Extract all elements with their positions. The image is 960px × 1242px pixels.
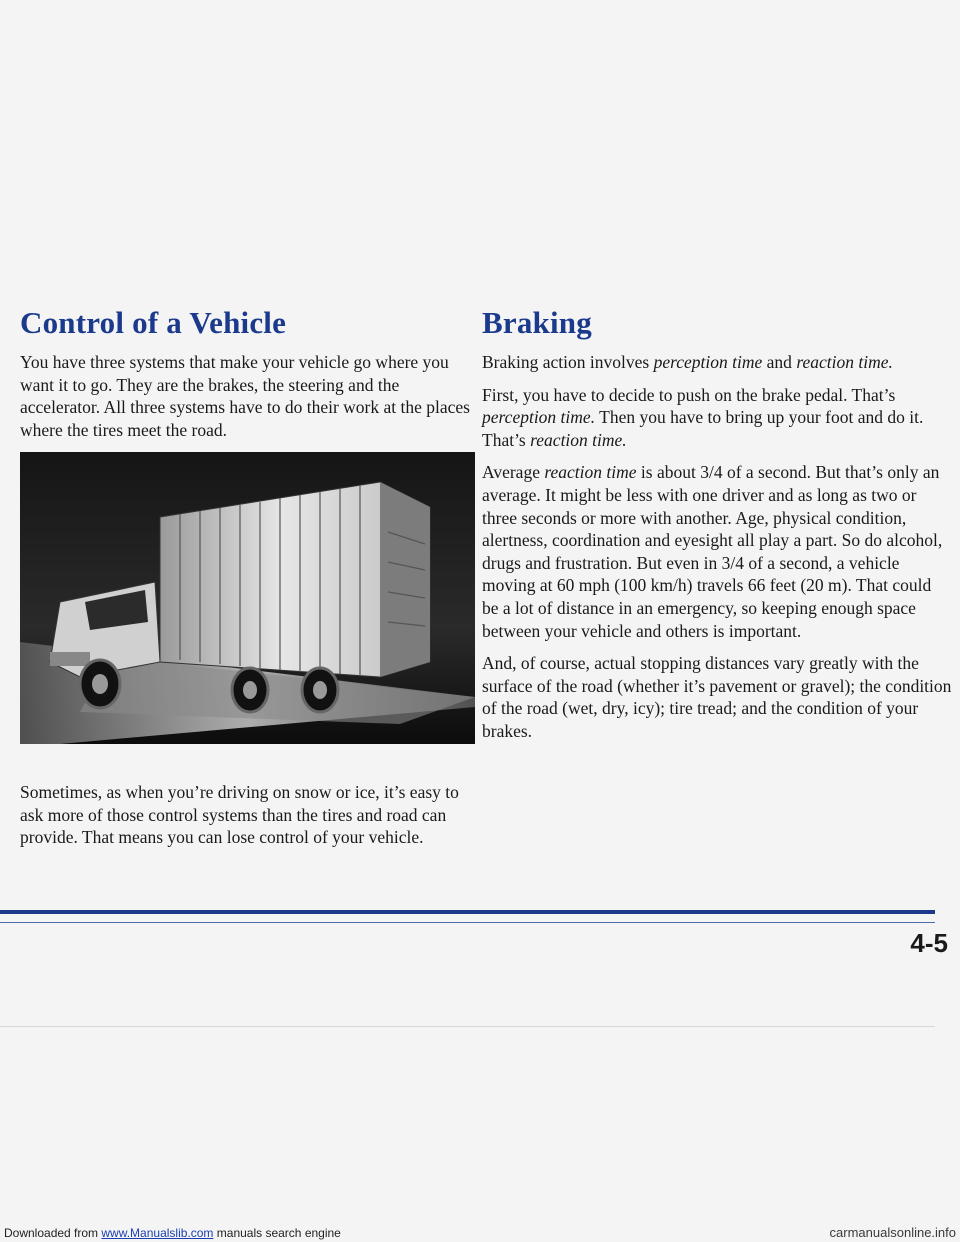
right-column xyxy=(482,305,952,753)
braking-paragraph-2: First, you have to decide to push on the brake pedal. That’s perception time. Then you have to bring up your foot and do it. That’s reaction time. xyxy=(482,384,924,450)
left-column-lower xyxy=(20,781,480,859)
control-paragraph-2: Sometimes, as when you’re driving on snow or ice, it’s easy to ask more of those control systems than the tires and road can provide. That means you can lose control of your vehicle. xyxy=(20,782,459,847)
scan-line xyxy=(0,1026,935,1027)
footer-rule xyxy=(0,910,935,914)
manualslib-link[interactable]: www.Manualslib.com xyxy=(101,1226,214,1240)
braking-paragraph-4: And, of course, actual stopping distances vary greatly with the surface of the road (whether it’s pavement or gravel); the condition of the road (wet, dry, icy); tire tread; and the condition of your brakes. xyxy=(482,653,952,741)
watermark: carmanualsonline.info xyxy=(829,1225,956,1240)
footer-rule-thin xyxy=(0,922,935,923)
section-heading-control: Control of a Vehicle xyxy=(20,305,287,340)
page-number: 4-5 xyxy=(910,928,948,958)
download-footer: Downloaded from www.Manualslib.com manuals search engine xyxy=(4,1226,341,1240)
control-paragraph-1: You have three systems that make your vehicle go where you want it to go. They are the brakes, the steering and the accelerator. All three systems have to do their work at the places where the tires meet the road. xyxy=(20,352,470,440)
section-heading-braking: Braking xyxy=(482,305,592,340)
braking-paragraph-1: Braking action involves perception time and reaction time. xyxy=(482,352,893,372)
left-column xyxy=(20,305,480,451)
braking-paragraph-3: Average reaction time is about 3/4 of a second. But that’s only an average. It might be less with one driver and as long as two or three seconds or more with another. Age, physical condition, alertness, coordination and eyesight all play a part. So do alcohol, drugs and frustration. But even in 3/4 of a second, a vehicle moving at 60 mph (100 km/h) travels 66 feet (20 m). That could be a lot of distance in an emergency, so keeping enough space between your vehicle and others is important. xyxy=(482,462,943,641)
truck-image xyxy=(20,452,475,744)
box-truck-illustration xyxy=(20,452,475,744)
